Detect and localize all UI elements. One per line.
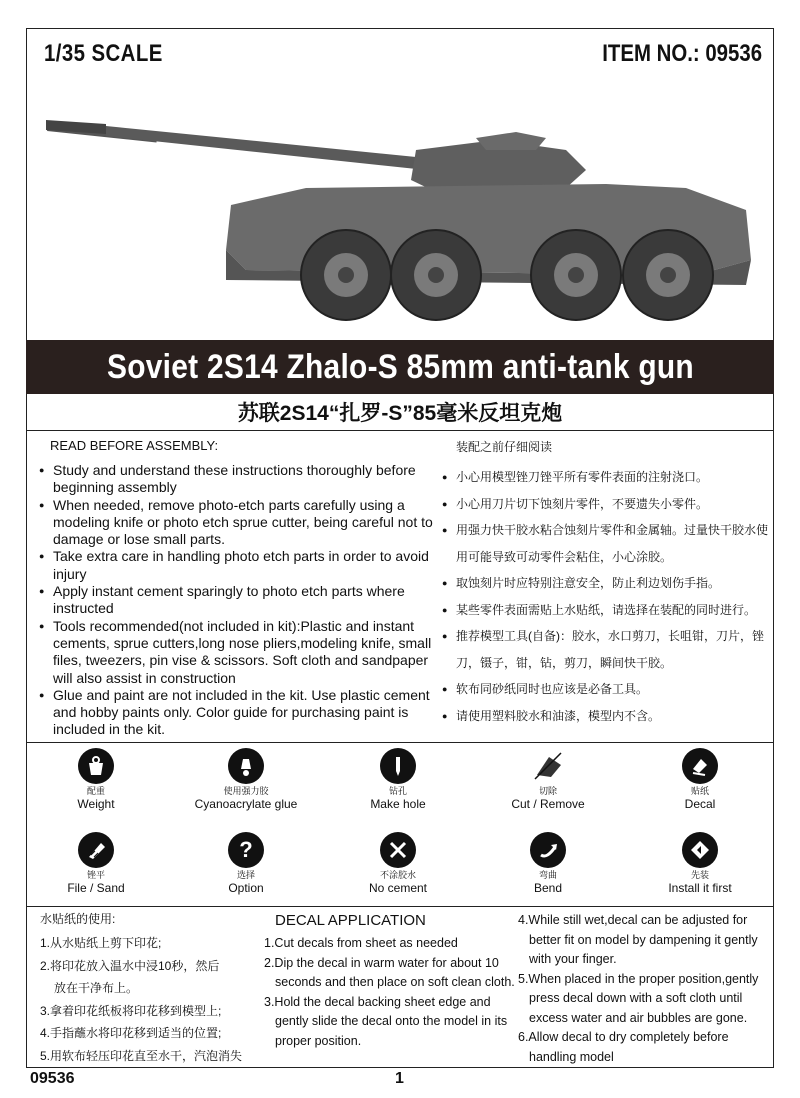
list-item: ● 小心用模型锉刀锉平所有零件表面的注射浇口。 bbox=[442, 464, 772, 491]
no-cement-icon bbox=[380, 832, 416, 868]
install-first-icon bbox=[682, 832, 718, 868]
cut-icon bbox=[530, 748, 566, 784]
list-item: ● When needed, remove photo-etch parts carefully using a modeling knife or photo etch sprue cutter, being careful not to damage or lose small parts. bbox=[36, 497, 436, 549]
instructions-cn bbox=[442, 464, 772, 729]
list-item: with your finger. bbox=[529, 952, 617, 966]
legend-file: 锉平 File / Sand bbox=[26, 832, 166, 895]
list-item: seconds and then place on soft clean cloth. bbox=[275, 975, 515, 989]
divider bbox=[26, 742, 774, 743]
legend-install-first: 先装 Install it first bbox=[630, 832, 770, 895]
list-item: ● 软布同砂纸同时也应该是必备工具。 bbox=[442, 676, 772, 703]
decal-en-list-right bbox=[518, 911, 758, 1067]
read-heading-en: READ BEFORE ASSEMBLY: bbox=[50, 438, 219, 453]
question-icon: ? bbox=[228, 832, 264, 868]
list-item: ● Take extra care in handling photo etch parts in order to avoid injury bbox=[36, 548, 436, 583]
file-icon bbox=[78, 832, 114, 868]
list-item: 6.Allow decal to dry completely before bbox=[518, 1030, 729, 1044]
title-cn: 苏联2S14“扎罗-S”85毫米反坦克炮 bbox=[237, 402, 563, 425]
footer-code: 09536 bbox=[30, 1070, 75, 1087]
list-item: ● 某些零件表面需贴上水贴纸，请选择在装配的同时进行。 bbox=[442, 597, 772, 624]
drill-icon bbox=[380, 748, 416, 784]
decal-en-list-left bbox=[264, 934, 515, 1051]
legend-option: ? 选择 Option bbox=[176, 832, 316, 895]
icon-legend bbox=[26, 746, 774, 906]
list-item: ● Apply instant cement sparingly to photo etch parts where instructed bbox=[36, 583, 436, 618]
decal-icon bbox=[682, 748, 718, 784]
list-item: ● Tools recommended(not included in kit):Plastic and instant cements, sprue cutters,long nose pliers,modeling knife, small files, tweezers, pin vise & scissors. Soft cloth and sandpaper will also assist in construction bbox=[36, 618, 436, 687]
item-number: ITEM NO.: 09536 bbox=[602, 40, 762, 67]
list-item: 1.从水贴纸上剪下印花; bbox=[40, 936, 162, 950]
page-number: 1 bbox=[395, 1070, 404, 1087]
list-item: 5.用软布轻压印花直至水干，汽泡消失 bbox=[40, 1048, 243, 1063]
list-item: 4.手指蘸水将印花移到适当的位置; bbox=[40, 1026, 222, 1040]
list-item: proper position. bbox=[275, 1033, 362, 1048]
list-item: 5.When placed in the proper position,gently bbox=[518, 971, 759, 986]
legend-no-cement: 不涂胶水 No cement bbox=[328, 832, 468, 895]
decal-cn-heading: 水贴纸的使用: bbox=[40, 912, 116, 926]
list-item: 3.拿着印花纸板将印花移到模型上; bbox=[40, 1003, 222, 1018]
list-item: ● Study and understand these instructions thoroughly before beginning assembly bbox=[36, 462, 436, 497]
scale-label: 1/35 SCALE bbox=[44, 40, 163, 67]
instructions-en bbox=[36, 462, 436, 739]
divider bbox=[26, 430, 774, 431]
legend-glue: 使用强力胶 Cyanoacrylate glue bbox=[176, 748, 316, 811]
list-item: 4.While still wet,decal can be adjusted for bbox=[518, 913, 748, 927]
list-item: excess water and air bubbles are gone. bbox=[529, 1010, 748, 1025]
list-item: 2.Dip the decal in warm water for about 10 bbox=[264, 955, 499, 970]
list-item: 放在干净布上。 bbox=[54, 981, 139, 995]
decal-cn-list bbox=[40, 932, 242, 1067]
glue-drop-icon bbox=[228, 748, 264, 784]
list-item: ● 小心用刀片切下蚀刻片零件，不要遗失小零件。 bbox=[442, 491, 772, 518]
list-item: ● 推荐模型工具(自备)：胶水，水口剪刀，长咀钳，刀片，锉刀，镊子，钳，钻，剪刀，瞬间快干胶。 bbox=[442, 623, 772, 676]
list-item: 3.Hold the decal backing sheet edge and bbox=[264, 994, 491, 1009]
list-item: gently slide the decal onto the model in its bbox=[275, 1014, 508, 1028]
list-item: ● 用强力快干胶水粘合蚀刻片零件和金属轴。过量快干胶水使用可能导致可动零件会粘住，小心涂胶。 bbox=[442, 517, 772, 570]
decal-en-heading: DECAL APPLICATION bbox=[275, 912, 426, 929]
list-item: ● Glue and paint are not included in the kit. Use plastic cement and hobby paints only. Color guide for purchasing paint is included in the kit. bbox=[36, 687, 436, 739]
read-heading-cn: 装配之前仔细阅读 bbox=[456, 440, 553, 454]
list-item: press decal down with a soft cloth until bbox=[529, 991, 743, 1005]
list-item: ● 取蚀刻片时应特别注意安全，防止利边划伤手指。 bbox=[442, 570, 772, 597]
list-item: better fit on model by dampening it gently bbox=[529, 932, 758, 947]
list-item: ● 请使用塑料胶水和油漆，模型内不含。 bbox=[442, 703, 772, 730]
divider bbox=[26, 906, 774, 907]
title-banner bbox=[26, 340, 774, 394]
bend-icon bbox=[530, 832, 566, 868]
weight-icon bbox=[78, 748, 114, 784]
legend-bend: 弯曲 Bend bbox=[478, 832, 618, 895]
title-en: Soviet 2S14 Zhalo-S 85mm anti-tank gun bbox=[106, 348, 694, 386]
legend-decal: 贴纸 Decal bbox=[630, 748, 770, 811]
legend-cut: 切除 Cut / Remove bbox=[478, 748, 618, 811]
legend-weight: 配重 Weight bbox=[26, 748, 166, 811]
list-item: handling model bbox=[529, 1049, 614, 1064]
list-item: 1.Cut decals from sheet as needed bbox=[264, 936, 458, 950]
tank-illustration bbox=[46, 110, 756, 335]
legend-drill: 钻孔 Make hole bbox=[328, 748, 468, 811]
list-item: 2.将印花放入温水中浸10秒，然后 bbox=[40, 958, 220, 973]
